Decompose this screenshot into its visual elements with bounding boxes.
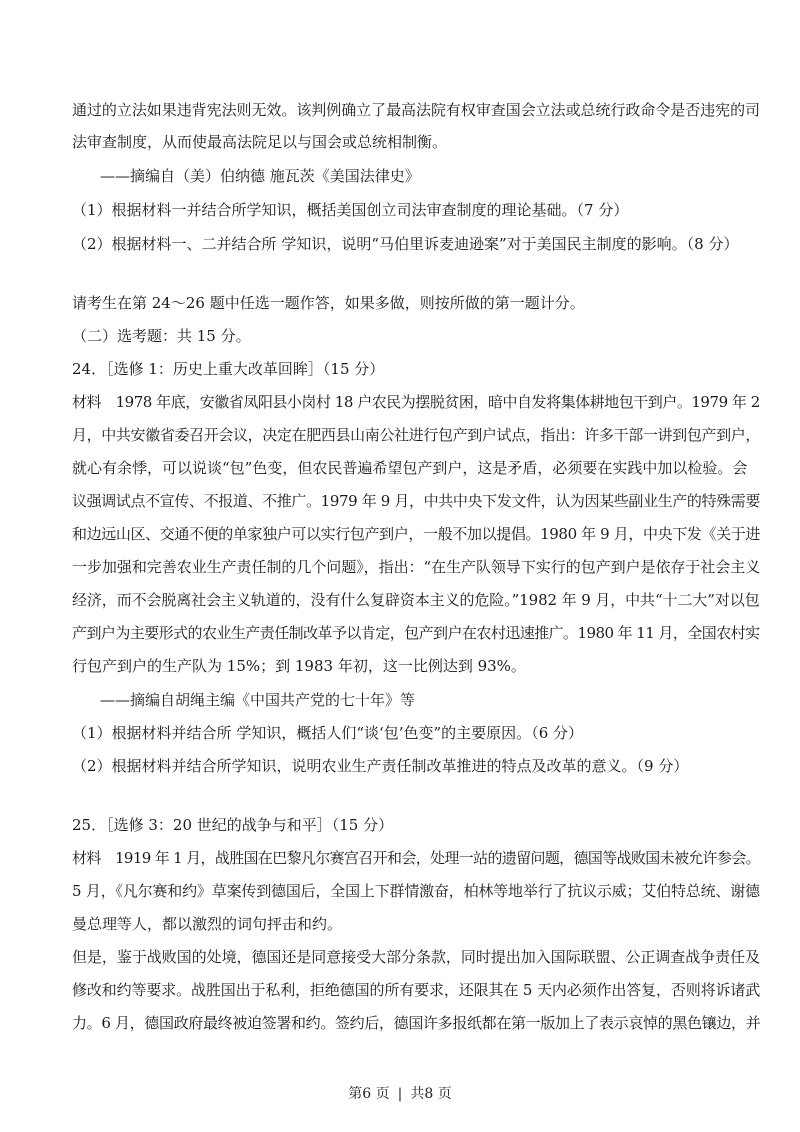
paragraph-line: 力。6 月，德国政府最终被迫签署和约。签约后，德国许多报纸都在第一版加上了表示哀悼的黑色镶边，并 [72, 1014, 761, 1032]
question-title: 25．［选修 3：20 世纪的战争与和平］（15 分） [72, 816, 394, 834]
question-item: （2）根据材料一、二并结合所 学知识，说明“马伯里诉麦迪逊案”对于美国民主制度的影响。（8 分） [72, 235, 739, 253]
source-citation: ——摘编自（美）伯纳德 施瓦茨《美国法律史》 [100, 167, 420, 185]
paragraph-line: 产到户为主要形式的农业生产责任制改革予以肯定，包产到户在农村迅速推广。1980 年 11 月，全国农村实 [72, 624, 760, 642]
source-citation: ——摘编自胡绳主编《中国共产党的七十年》等 [100, 691, 416, 709]
paragraph-line: 行包产到户的生产队为 15%；到 1983 年初，这一比例达到 93%。 [72, 657, 526, 675]
paragraph-line: 通过的立法如果违背宪法则无效。该判例确立了最高法院有权审查国会立法或总统行政命令是否违宪的司 [72, 101, 761, 119]
question-title: 24．［选修 1：历史上重大改革回眸］（15 分） [72, 360, 385, 378]
page-footer [0, 1084, 800, 1104]
question-item: （1）根据材料并结合所 学知识，概括人们“谈‘包’色变”的主要原因。（6 分） [72, 724, 583, 742]
paragraph-line: 材料 1919 年 1 月，战胜国在巴黎凡尔赛宫召开和会，处理一站的遗留问题，德国等战败国未被允许参会。 [72, 849, 761, 867]
page-number: 第6 页 [348, 1086, 390, 1102]
paragraph-line: 曼总理等人，都以激烈的词句抨击和约。 [72, 915, 343, 933]
paragraph-line: 月，中共安徽省委召开会议，决定在肥西县山南公社进行包产到户试点，指出：许多干部一讲到包产到户， [72, 426, 761, 444]
paragraph-line: 修改和约等要求。战胜国出于私利，拒绝德国的所有要求，还限其在 5 天内必须作出答复，否则将诉诸武 [72, 981, 761, 999]
question-item: （1）根据材料一并结合所学知识，概括美国创立司法审查制度的理论基础。（7 分） [72, 201, 629, 219]
paragraph-line: 法审查制度，从而使最高法院足以与国会或总统相制衡。 [72, 133, 448, 151]
paragraph-line: 经济，而不会脱离社会主义轨道的，没有什么复辟资本主义的危险。”1982 年 9 月，中共“十二大”对以包 [72, 591, 760, 609]
paragraph-line: 就心有余悸，可以说谈“包”色变，但农民普遍希望包产到户，这是矛盾，必须要在实践中加以检验。会 [72, 459, 748, 477]
page-total: 共8 页 [410, 1086, 452, 1102]
paragraph-line: 一步加强和完善农业生产责任制的几个问题》，指出：“在生产队领导下实行的包产到户是依存于社会主义 [72, 558, 761, 576]
paragraph-line: 和边远山区、交通不便的单家独户可以实行包产到户，一般不加以提倡。1980 年 9 月，中央下发《关于进 [72, 525, 761, 543]
paragraph-line: 但是，鉴于战败国的处境，德国还是同意接受大部分条款，同时提出加入国际联盟、公正调查战争责任及 [72, 948, 761, 966]
footer-separator: | [397, 1086, 403, 1102]
paragraph-line: 议强调试点不宣传、不报道、不推广。1979 年 9 月，中共中央下发文件，认为因某些副业生产的特殊需要 [72, 492, 761, 510]
section-heading: （二）选考题：共 15 分。 [72, 327, 251, 345]
elective-instruction: 请考生在第 24～26 题中任选一题作答，如果多做，则按所做的第一题计分。 [72, 294, 585, 312]
paragraph-line: 5 月，《凡尔赛和约》草案传到德国后，全国上下群情激奋，柏林等地举行了抗议示威；艾伯特总统、谢德 [72, 882, 760, 900]
question-item: （2）根据材料并结合所学知识，说明农业生产责任制改革推进的特点及改革的意义。（9 分） [72, 757, 689, 775]
paragraph-line: 材料 1978 年底，安徽省凤阳县小岗村 18 户农民为摆脱贫困，暗中自发将集体耕地包干到户。1979 年 2 [72, 393, 760, 411]
